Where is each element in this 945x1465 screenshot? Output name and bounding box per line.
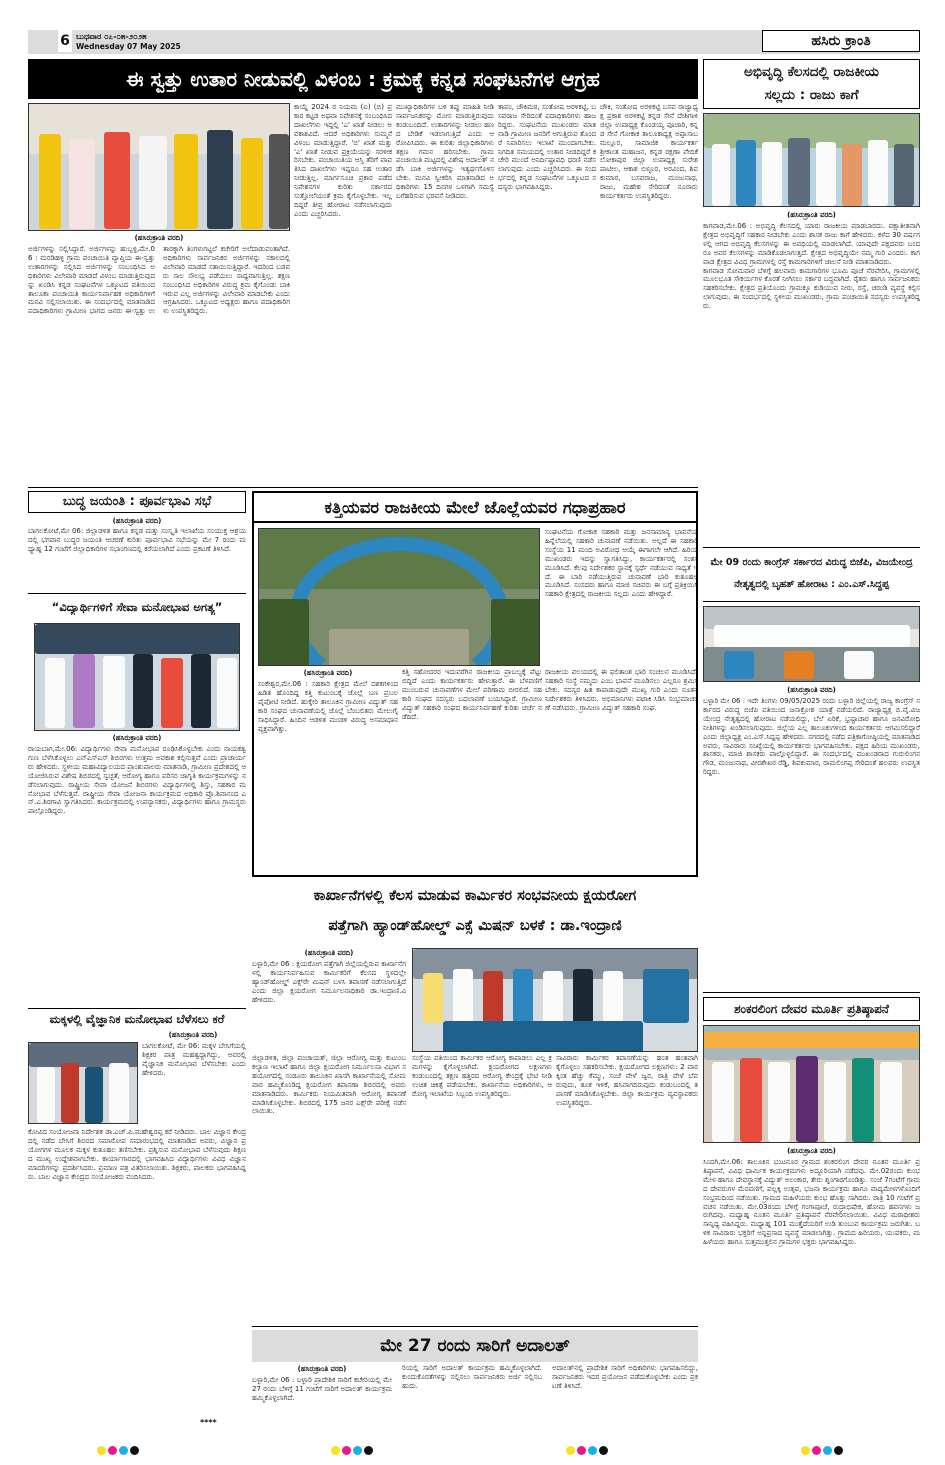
page-number: 6 xyxy=(58,30,72,52)
divider xyxy=(28,1008,246,1009)
a10-headline: ಮೇ 27 ರಂದು ಸಾರಿಗೆ ಅದಾಲತ್ xyxy=(252,1330,698,1362)
a2-body: ಕಾಗವಾಡ,ಮೇ.06 : ಅಭಿವೃದ್ಧಿ ಕೆಲಸದಲ್ಲಿ ಯಾರು ರಾಜಕೀಯ ಮಾಡಬಾರದು. ಪಕ್ಷಾತೀತವಾಗಿ ಕ್ಷೇತ್ರದ ಅಭಿವೃದ್ಧಿಗೆ ಸಹಕಾರ ನೀಡಬೇಕು ಎಂದು ಶಾಸಕ ರಾಜು ಕಾಗೆ ಹೇಳಿದರು. ಕಳೆದ 30 ವರ್ಷಗಳಲ್ಲಿ ಆಗದ ಅಭಿವೃದ್ಧಿ ಕೆಲಸಗಳನ್ನು ಈ ಅವಧಿಯಲ್ಲಿ ಮಾಡಲಾಗಿದೆ. ಯಾವುದೇ ಪಕ್ಷದವರು ಬಂದರೂ ಅವರ ಕೆಲಸಗಳನ್ನು ಮಾಡಿಕೊಡಲಾಗುತ್ತದೆ. ಕ್ಷೇತ್ರದ ಅಭಿವೃದ್ಧಿಯೇ ನಮ್ಮ ಗುರಿ ಎಂದರು. ಕಾಗವಾಡ ಕ್ಷೇತ್ರದ ವಿವಿಧ ಗ್ರಾಮಗಳಲ್ಲಿ ರಸ್ತೆ ಕಾಮಗಾರಿಗಳಿಗೆ ಚಾಲನೆ ನೀಡಿ ಮಾತನಾಡಿದರು. ಕಾಗವಾಡ ಸೋಮವಾರ ಬೆಳಿಗ್ಗೆ ಹಲವಾರು ಕಾಮಗಾರಿಗಳ ಭೂಮಿ ಪೂಜೆ ನೆರವೇರಿಸಿ, ಗ್ರಾಮಗಳಲ್ಲಿ ಮೂಲಭೂತ ಸೌಕರ್ಯಗಳ ಕೊರತೆ ನೀಗಿಸಲು ಸರ್ಕಾರ ಬದ್ಧವಾಗಿದೆ. ರೈತರು ಹಾಗೂ ಸಾರ್ವಜನಿಕರು ಸಹಕರಿಸಬೇಕು. ಕ್ಷೇತ್ರದ ಪ್ರತಿಯೊಂದು ಗ್ರಾಮಕ್ಕೂ ಕುಡಿಯುವ ನೀರು, ರಸ್ತೆ, ಚರಂಡಿ ವ್ಯವಸ್ಥೆ ಕಲ್ಪಿಸಲಾಗುವುದು. ಈ ಸಂದರ್ಭದಲ್ಲಿ ಸ್ಥಳೀಯ ಮುಖಂಡರು, ಗ್ರಾಮ ಪಂಚಾಯಿತಿ ಸದಸ್ಯರು ಉಪಸ್ಥಿತರಿದ್ದರು. xyxy=(703,222,920,311)
a7-col-b: ಸಂಸ್ಥೆಯ ವತಿಯಿಂದ ಕಾರ್ಮಿಕರ ಆರೋಗ್ಯ ಕಾಪಾಡಲು ಎಲ್ಲ ಕ್ರಮಗಳನ್ನು ಕೈಗೊಳ್ಳಲಾಗಿದೆ. ಕ್ಷಯರೋಗದ ಲಕ್ಷಣಗಳು ಕಂಡುಬಂದಲ್ಲಿ ತಕ್ಷಣ ಹತ್ತಿರದ ಆರೋಗ್ಯ ಕೇಂದ್ರಕ್ಕೆ ಭೇಟಿ ನೀಡಿ ಉಚಿತ ಚಿಕಿತ್ಸೆ ಪಡೆಯಬೇಕು. ಕಾರ್ಖಾನೆಯ ಅಧಿಕಾರಿಗಳು, ಆರೋಗ್ಯ ಇಲಾಖೆಯ ಸಿಬ್ಬಂದಿ ಉಪಸ್ಥಿತರಿದ್ದರು. xyxy=(412,1054,552,1098)
a8-headline xyxy=(703,552,920,602)
a9-photo xyxy=(703,1025,920,1143)
a3-caption: (ಹಸಿರುಕ್ರಾಂತಿ ವರದಿ) xyxy=(112,517,162,525)
a5-body-side: ಬಾಗಲಕೋಟೆ, ಮೇ 06: ಮಕ್ಕಳ ಬೇಸಿಗೆಯಲ್ಲಿ ಶಿಕ್ಷಕರ ಪಾತ್ರ ಮಹತ್ವದ್ದಾಗಿದ್ದು, ಅವರಲ್ಲಿ ವೈಜ್ಞಾನಿಕ ಮನೋಭಾವ ಬೆಳೆಸಬೇಕು ಎಂದು ಹೇಳಿದರು. xyxy=(142,1042,246,1077)
paper-name: ಹಸಿರು ಕ್ರಾಂತಿ xyxy=(762,30,920,52)
a3-headline: ಬುದ್ಧ ಜಯಂತಿ : ಪೂರ್ವಭಾವಿ ಸಭೆ xyxy=(28,491,246,513)
a3-body: ಬಾಗಲಕೋಟೆ,ಮೇ 06: ಜಿಲ್ಲಾಡಳಿತ ಹಾಗೂ ಕನ್ನಡ ಮತ್ತು ಸಂಸ್ಕೃತಿ ಇಲಾಖೆಯ ಸಂಯುಕ್ತ ಆಶ್ರಯದಲ್ಲಿ ಭಗವಾನ ಬುದ್ಧರ ಜಯಂತಿ ಆಚರಣೆ ಕುರಿತು ಪೂರ್ವಭಾವಿ ಸಭೆಯನ್ನು ಮೇ 7 ರಂದು ಮಧ್ಯಾಹ್ನ 12 ಗಂಟೆಗೆ ಜಿಲ್ಲಾಧಿಕಾರಿಗಳ ಸಭಾಂಗಣದಲ್ಲಿ ಕರೆಯಲಾಗಿದೆ ಎಂದು ಪ್ರಕಟಣೆ ತಿಳಿಸಿದೆ. xyxy=(28,527,246,553)
a6-col-c: ರಾಜಕೀಯ ವಲಯದಲ್ಲಿ ಈ ಫಲಿತಾಂಶ ಭಾರಿ ಸಂಚಲನ ಮೂಡಿಸಿದೆ. ಸಹಕಾರಿ ಸಂಸ್ಥೆ ನಮ್ಮದು ಎಂಬ ಭಾವನೆ ಮೂಡಿಸಲು ಎಲ್ಲರೂ ಶ್ರಮಿಸಬೇಕು. ಸದಸ್ಯರ ಹಿತ ಕಾಪಾಡುವುದೇ ಮುಖ್ಯ ಗುರಿ ಎಂದು ನೂತನ ನಿರ್ದೇಶಕರು ತಿಳಿಸಿದರು. ಅಭಿಮಾನಿಗಳು ಪಟಾಕಿ ಸಿಡಿಸಿ ಸಂಭ್ರಮಾಚರಣೆ ನಡೆಸಿದರು. ಗ್ರಾಮೀಣ ವಿದ್ಯುತ್ ಸಹಕಾರಿ ಸಂಘ. xyxy=(545,668,698,712)
a8-body: ಬಳ್ಳಾರಿ ಮೇ 06 : ಇದೇ ತಿಂಗಳು 09/05/2025 ರಂದು ಬಳ್ಳಾರಿ ಜಿಲ್ಲೆಯಲ್ಲಿ ರಾಜ್ಯ ಕಾಂಗ್ರೆಸ್ ಸರ್ಕಾರದ ವಿರುದ್ಧ ಬಿಜೆಪಿ ವತಿಯಿಂದ ಜನಾಕ್ರೋಶ ಯಾತ್ರೆ ನಡೆಯಲಿದೆ. ರಾಜ್ಯಾಧ್ಯಕ್ಷ ಬಿ.ವೈ.ವಿಜಯೇಂದ್ರ ನೇತೃತ್ವದಲ್ಲಿ ಹೋರಾಟ ನಡೆಯಲಿದ್ದು, ಬೆಲೆ ಏರಿಕೆ, ಭ್ರಷ್ಟಾಚಾರ ಹಾಗೂ ಜನವಿರೋಧಿ ನೀತಿಗಳನ್ನು ಖಂಡಿಸಲಾಗುವುದು. ಜಿಲ್ಲೆಯ ಎಲ್ಲ ತಾಲೂಕುಗಳಿಂದ ಕಾರ್ಯಕರ್ತರು ಆಗಮಿಸಲಿದ್ದಾರೆ ಎಂದು ಜಿಲ್ಲಾಧ್ಯಕ್ಷ ಎಂ.ಎಸ್.ಸಿದ್ದಪ್ಪ ಹೇಳಿದರು. ನಗರದಲ್ಲಿ ನಡೆದ ಪತ್ರಿಕಾಗೋಷ್ಠಿಯಲ್ಲಿ ಮಾತನಾಡಿದ ಅವರು, ಸಾವಿರಾರು ಸಂಖ್ಯೆಯಲ್ಲಿ ಕಾರ್ಯಕರ್ತರು ಭಾಗವಹಿಸಬೇಕು. ಪಕ್ಷದ ಹಿರಿಯ ಮುಖಂಡರು, ಶಾಸಕರು, ಮಾಜಿ ಶಾಸಕರು ಪಾಲ್ಗೊಳ್ಳಲಿದ್ದಾರೆ. ಈ ಸಂದರ್ಭದಲ್ಲಿ ಮುಖಂಡರಾದ ಗುರುಲಿಂಗನಗೌಡ, ಮಂಜುನಾಥ, ವೀರಶೇಖರ ರೆಡ್ಡಿ, ಶಿವಕುಮಾರ, ರಾಮಲಿಂಗಪ್ಪ ಸೇರಿದಂತೆ ಹಲವರು ಉಪಸ್ಥಿತರಿದ್ದರು. xyxy=(703,697,920,777)
a1-col2: ಮುಖ್ಯಾಧಿಕಾರಿಗಳ ಬಳಿ ತಪ್ಪು ಮಾಹಿತಿ ನೀಡಿ ಸಾರ್ವಜನಿಕರನ್ನು ಮೋಸ ಮಾಡುತ್ತಿರುವುದು ಕಂಡುಬಂದಿದೆ. ಉತಾರಗಳನ್ನು ನೀಡಲು ಹಣದ ಬೇಡಿಕೆ ಇಡಲಾಗುತ್ತಿದೆ ಎಂದು ಆರೋಪಿಸಿದರು. ಈ ಕುರಿತು ಜಿಲ್ಲಾಧಿಕಾರಿಗಳು ತಕ್ಷಣ ಗಮನ ಹರಿಸಬೇಕು. ಗ್ರಾಮ ಪಂಚಾಯಿತಿ ಮಟ್ಟದಲ್ಲಿ ವಿಶೇಷ ಅದಾಲತ್ ನಡೆಸಿ ಬಾಕಿ ಅರ್ಜಿಗಳನ್ನು ಇತ್ಯರ್ಥಗೊಳಿಸಬೇಕು. ಮನವಿ ಸ್ವೀಕರಿಸಿ ಮಾತನಾಡಿದ ಅಧಿಕಾರಿಗಳು 15 ದಿನಗಳ ಒಳಗಾಗಿ ಸಮಸ್ಯೆ ಬಗೆಹರಿಸುವ ಭರವಸೆ ನೀಡಿದರು. xyxy=(396,103,494,201)
a2-caption: (ಹಸಿರುಕ್ರಾಂತಿ ವರದಿ) xyxy=(787,211,836,219)
a1-photo xyxy=(28,103,290,231)
a2-headline-line2: ಸಲ್ಲದು : ರಾಜು ಕಾಗೆ xyxy=(764,87,859,103)
a4-photo xyxy=(34,623,240,731)
registration-marks-right xyxy=(800,1440,844,1459)
a1-col4: ಚೌಕಿ, ಸಂತೋಷ ಅರಳಿಕಟ್ಟಿ ಬಸವ ರಾಜ್ಯಾಧ್ಯಕ್ಷ ಪ್ರಕಾಶ ಅರಳಿಕಟ್ಟಿ ಕನ್ನಡ ಸೇನೆ ದೇಶಿಗಾಳಿ ಜಿಲ್ಲಾ ಉಪಾಧ್ಯಕ್ಷ ಕೊಂಡಯ್ಯ ಪೂಜಾರಿ, ಕನ್ನಡ ಸೇನೆ ಗೋಕಾಕ ತಾಲೂಕಾಧ್ಯಕ್ಷ ಅಪ್ಪಾಸಾಬ ಮಲ್ಲೂರ, ಸಾಮಾಜಿಕ ಕಾರ್ಯಕರ್ತ ಶ್ರೀಕಾಂತ ಮಹಾಜನ, ಕನ್ನಡ ರಕ್ಷಣಾ ವೇದಿಕೆ ಲೋಕಾಪುರ ಜಿಲ್ಲಾ ಉಪಾಧ್ಯಕ್ಷ ಸುರೇಶ ಪಾಟೀಲ, ಆಕಾಶ ಬಿಳ್ಳೂರ, ಅರವಿಂದ, ಶಿವಕುಮಾರ, ಬಸವರಾಜ, ಮಂಜುನಾಥ, ರಾಜು, ಮಹೇಶ ಸೇರಿದಂತೆ ನೂರಾರು ಕಾರ್ಯಕರ್ತರು ಉಪಸ್ಥಿತರಿದ್ದರು. xyxy=(600,103,698,201)
a10-caption: (ಹಸಿರುಕ್ರಾಂತಿ ವರದಿ) xyxy=(297,1365,347,1373)
a8-photo xyxy=(703,606,920,682)
a8-headline-line1: ಮೇ 09 ರಂದು ಕಾಂಗ್ರೆಸ್ ಸರ್ಕಾರದ ವಿರುದ್ಧ ಬಿಜೆಪಿ, ವಿಜಯೇಂದ್ರ xyxy=(710,557,913,568)
a9-caption: (ಹಸಿರುಕ್ರಾಂತಿ ವರದಿ) xyxy=(787,1147,836,1155)
a7-headline-line2: ಪತ್ತೆಗಾಗಿ ಹ್ಯಾಂಡ್‌ಹೋಲ್ಡ್ ಎಕ್ಸೆ ಮಿಷನ್ ಬಳಕೆ : ಡಾ.ಇಂದ್ರಾಣಿ xyxy=(328,918,622,934)
a8-caption: (ಹಸಿರುಕ್ರಾಂತಿ ವರದಿ) xyxy=(787,686,836,694)
a2-headline xyxy=(703,59,920,109)
a7-headline-line1: ಕಾರ್ಖಾನೆಗಳಲ್ಲಿ ಕೆಲಸ ಮಾಡುವ ಕಾರ್ಮಿಕರ ಸಂಭವನೀಯ ಕ್ಷಯರೋಗ xyxy=(313,888,637,904)
a9-headline: ಶಂಕರಲಿಂಗ ದೇವರ ಮೂರ್ತಿ ಪ್ರತಿಷ್ಠಾಪನೆ xyxy=(703,997,920,1021)
a9-body: ಸಿಂದಗಿ,ಮೇ.06: ತಾಲೂಕಿನ ಭಂಟನೂರ ಗ್ರಾಮದ ಶಂಕರಲಿಂಗ ದೇವರ ನೂತನ ಮೂರ್ತಿ ಪ್ರತಿಷ್ಠಾಪನೆ, ವಿವಿಧ ಧಾರ್ಮಿಕ ಕಾರ್ಯಕ್ರಮಗಳು ಅದ್ದೂರಿಯಾಗಿ ನಡೆದವು. ಮೇ.02ರಂದು ಕುಂಭಮೇಳ ಹಾಗೂ ದೇವಸ್ಥಾನಕ್ಕೆ ವಿದ್ಯುತ್ ಅಲಂಕಾರ, ತೇರು ಶೃಂಗಾರಗೊಂಡಿತ್ತು. ಸಂಜೆ 7ಗಂಟೆಗೆ ಗ್ರಾಮದ ದೇವರುಗಳ ಮೆರವಣಿಗೆ, ಪಲ್ಲಕ್ಕಿ ಉತ್ಸವ, ಭಜನಾ ಕಾರ್ಯಕ್ರಮ ಹಾಗೂ ವಾದ್ಯಮೇಳಗಳೊಂದಿಗೆ ಸಂಭ್ರಮದಿಂದ ನಡೆಯಿತು. ಗ್ರಾಮದ ಮಹಿಳೆಯರು ಕುಂಭ ಹೊತ್ತು ಸಾಗಿದರು. ರಾತ್ರಿ 10 ಗಂಟೆಗೆ ಪ್ರವಚನ ನಡೆಯಿತು. ಮೇ.03ರಂದು ಬೆಳಿಗ್ಗೆ ಗಂಗಾಪೂಜೆ, ರುದ್ರಾಭಿಷೇಕ, ಹೋಮ ಹವನಗಳು ಜರುಗಿದವು. ಮಧ್ಯಾಹ್ನ ನೂತನ ಮೂರ್ತಿ ಪ್ರತಿಷ್ಠಾಪನೆ ನೆರವೇರಿಸಲಾಯಿತು. ವಿವಿಧ ಮಠಾಧೀಶರು ಸಾನ್ನಿಧ್ಯ ವಹಿಸಿದ್ದರು. ಮಧ್ಯಾಹ್ನ 101 ಮುತ್ತೈದೆಯರಿಗೆ ಉಡಿ ತುಂಬುವ ಕಾರ್ಯಕ್ರಮ ಜರುಗಿತು. ಬಳಿಕ ಸಾವಿರಾರು ಭಕ್ತರಿಗೆ ಅನ್ನಪ್ರಸಾದ ವ್ಯವಸ್ಥೆ ಮಾಡಲಾಗಿತ್ತು. ಗ್ರಾಮದ ಹಿರಿಯರು, ಯುವಕರು, ಮಹಿಳೆಯರು ಹಾಗೂ ಸುತ್ತಮುತ್ತಲಿನ ಗ್ರಾಮಗಳ ಭಕ್ತರು ಭಾಗವಹಿಸಿದ್ದರು. xyxy=(703,1158,920,1247)
a1-headline: ಈ ಸ್ವತ್ತು ಉತಾರ ನೀಡುವಲ್ಲಿ ವಿಳಂಬ : ಕ್ರಮಕ್ಕೆ ಕನ್ನಡ ಸಂಘಟನೆಗಳ ಆಗ್ರಹ xyxy=(28,59,698,99)
a5-caption: (ಹಸಿರುಕ್ರಾಂತಿ ವರದಿ) xyxy=(168,1031,218,1039)
registration-marks-left xyxy=(96,1440,140,1459)
divider xyxy=(703,992,920,993)
divider xyxy=(252,1326,698,1327)
a4-body: ರಾಯಬಾಗ,ಮೇ.06: ವಿದ್ಯಾರ್ಥಿಗಳು ಸೇವಾ ಮನೋಭಾವ ರೂಢಿಸಿಕೊಳ್ಳಬೇಕು ಎಂದು ನಾಯಕತ್ವ ಗುಣ ಬೆಳೆಸಿಕೊಳ್ಳಲು ಎನ್‌ಎಸ್‌ಎಸ್ ಶಿಬಿರಗಳು ಉತ್ತಮ ಅವಕಾಶ ಕಲ್ಪಿಸುತ್ತವೆ ಎಂದು ಪ್ರಾಚಾರ್ಯರು ಹೇಳಿದರು. ಸ್ಥಳೀಯ ಮಹಾವಿದ್ಯಾಲಯದ ಪ್ರಾಂಶುಪಾಲರು ಮಾತನಾಡಿ, ಗ್ರಾಮೀಣ ಪ್ರದೇಶದಲ್ಲಿ ಆಯೋಜಿಸಿರುವ ವಿಶೇಷ ಶಿಬಿರದಲ್ಲಿ ಸ್ವಚ್ಛತೆ, ಆರೋಗ್ಯ ಹಾಗೂ ಪರಿಸರ ಜಾಗೃತಿ ಕಾರ್ಯಕ್ರಮಗಳನ್ನು ನಡೆಸಲಾಗುವುದು. ರಾಷ್ಟ್ರೀಯ ಸೇವಾ ಯೋಜನೆ ಶಿಬಿರಗಳು ವಿದ್ಯಾರ್ಥಿಗಳಲ್ಲಿ ಶಿಸ್ತು, ಸಹಕಾರ ಮನೋಭಾವ ಬೆಳೆಸುತ್ತವೆ. ರಾಷ್ಟ್ರೀಯ ಸೇವಾ ಯೋಜನಾ ಕಾರ್ಯಕ್ರಮದ ಅಧಿಕಾರಿ ಪ್ರೊ.ಶಿವಾನಂದ ಎನ್.ಎ.ಶಿರಗಾವಿ ಸ್ವಾಗತಿಸಿದರು. ಕಾರ್ಯಕ್ರಮದಲ್ಲಿ ಉಪನ್ಯಾಸಕರು, ವಿದ್ಯಾರ್ಥಿಗಳು ಹಾಗೂ ಗ್ರಾಮಸ್ಥರು ಪಾಲ್ಗೊಂಡಿದ್ದರು. xyxy=(28,745,246,816)
divider xyxy=(28,487,698,488)
a4-caption: (ಹಸಿರುಕ್ರಾಂತಿ ವರದಿ) xyxy=(112,734,162,742)
a5-body: ಕೋವಿದ ಸಂಯೋಜನಾ ನಿರ್ದೇಶಕ ಡಾ.ಎಚ್.ಪಿ.ಮಹೇಶ್ವರಪ್ಪ ಕರೆ ನೀಡಿದರು. ಬಾಲ ವಿಜ್ಞಾನ ಕೇಂದ್ರದಲ್ಲಿ ನಡೆದ ಬೇಸಿಗೆ ಶಿಬಿರದ ಸಮಾರೋಪ ಸಮಾರಂಭದಲ್ಲಿ ಮಾತನಾಡಿದ ಅವರು, ವಿಜ್ಞಾನ ಪ್ರಯೋಗಗಳ ಮೂಲಕ ಮಕ್ಕಳ ಕುತೂಹಲ ತಣಿಸಬೇಕು. ಪ್ರಶ್ನಿಸುವ ಮನೋಭಾವ ಬೆಳೆಸುವುದು ಶಿಕ್ಷಣದ ಮುಖ್ಯ ಉದ್ದೇಶವಾಗಬೇಕು. ಕಾರ್ಯಾಗಾರದಲ್ಲಿ ಭಾಗವಹಿಸಿದ ವಿದ್ಯಾರ್ಥಿಗಳು ವಿವಿಧ ವಿಜ್ಞಾನ ಮಾದರಿಗಳನ್ನು ಪ್ರದರ್ಶಿಸಿದರು. ಪ್ರಮಾಣ ಪತ್ರ ವಿತರಿಸಲಾಯಿತು. ಶಿಕ್ಷಕರು, ಪಾಲಕರು ಭಾಗವಹಿಸಿದ್ದರು. ಬಾಲ ವಿಜ್ಞಾನ ಕೇಂದ್ರದ ಸಂಯೋಜಕರು ವಂದಿಸಿದರು. xyxy=(28,1128,246,1181)
a6-col-right: ಸಂಘಟನೆಯ ಗೋಕಾಕ ಸಹಕಾರಿ ಮತ್ತು ಜನಸಾಮಾನ್ಯ ಭಾವನೆಯ ಹಿನ್ನೆಲೆಯಲ್ಲಿ ಸಹಕಾರಿ ಚುನಾವಣೆ ನಡೆಯಿತು. ಅಲ್ಲದೆ ಈ ಸಹಕಾರಿ ಸಂಸ್ಥೆಯ 11 ಮಂದಿ ಅವಿರೋಧ ಆಯ್ಕೆ ಈಗಾಗಲೇ ಆಗಿದೆ. ಹಿರಿಯ ಮುಖಂಡರು ಇದನ್ನು ಸ್ವಾಗತಿಸಿದ್ದು, ಕಾರ್ಯಕರ್ತರಲ್ಲಿ ಸಂತಸ ಮೂಡಿಸಿದೆ. ಕೆಲವು ನಿರ್ದೇಶಕರ ಸ್ಥಾನಕ್ಕೆ ಸ್ಪರ್ಧೆ ನಡೆಯುವ ಸಾಧ್ಯತೆ ಇದೆ. ಈ ಬಾರಿ ನಡೆಯುತ್ತಿರುವ ಚುನಾವಣೆ ಭಾರಿ ಕುತೂಹಲ ಮೂಡಿಸಿದೆ. ಸಂಸದರು ಹಾಗೂ ಮಾಜಿ ಸಚಿವರು ಈ ಬಗ್ಗೆ ಪ್ರತಿಕ್ರಿಯಿಸಿ ಸಹಕಾರಿ ಕ್ಷೇತ್ರದಲ್ಲಿ ರಾಜಕೀಯ ಸಲ್ಲದು ಎಂದು ಹೇಳಿದ್ದಾರೆ. xyxy=(545,528,698,599)
a5-photo xyxy=(28,1042,138,1124)
a6-caption: (ಹಸಿರುಕ್ರಾಂತಿ ವರದಿ) xyxy=(303,669,353,677)
a6-border xyxy=(252,491,698,877)
divider xyxy=(703,547,920,548)
a1-caption: (ಹಸಿರುಕ್ರಾಂತಿ ವರದಿ) xyxy=(134,234,184,242)
a4-headline: “ವಿದ್ಯಾರ್ಥಿಗಳಿಗೆ ಸೇವಾ ಮನೋಭಾವ ಅಗತ್ಯ” xyxy=(51,600,223,614)
a7-col-side: ಬಳ್ಳಾರಿ,ಮೇ 06 : ಕ್ಷಯರೋಗ ಪತ್ತೆಗಾಗಿ ಜಿಲ್ಲೆಯಲ್ಲಿರುವ ಕಾರ್ಖಾನೆಗಳಲ್ಲಿ ಕಾರ್ಯನಿರ್ವಹಿಸುವ ಕಾರ್ಮಿಕರಿಗೆ ಕೆಲಸದ ಸ್ಥಳದಲ್ಲೇ ಹ್ಯಾಂಡ್‌ಹೋಲ್ಡ್ ಎಕ್ಸ್‌ರೇ ಮಿಷನ್ ಬಳಸಿ ತಪಾಸಣೆ ನಡೆಸಲಾಗುತ್ತಿದೆ ಎಂದು ಜಿಲ್ಲಾ ಕ್ಷಯರೋಗ ನಿರ್ಮೂಲನಾಧಿಕಾರಿ ಡಾ.ಇಂದ್ರಾಣಿ.ವಿ ಹೇಳಿದರು. xyxy=(252,960,406,1004)
a7-col-c: ಸಾವಿರಾರು ಕಾರ್ಮಿಕರ ತಪಾಸಣೆಯನ್ನು ಹಂತ ಹಂತವಾಗಿ ಕೈಗೊಳ್ಳಲು ಸಹಕರಿಸಬೇಕು. ಕ್ಷಯರೋಗದ ಲಕ್ಷಣಗಳು: 2 ವಾರಕ್ಕಿಂತ ಹೆಚ್ಚು ಕೆಮ್ಮು, ಸಂಜೆ ವೇಳೆ ಜ್ವರ, ರಾತ್ರಿ ವೇಳೆ ಬೆವರುವುದು, ತೂಕ ಇಳಿಕೆ, ಹಸಿವಾಗದಿರುವುದು ಕಂಡುಬಂದಲ್ಲಿ ತಪಾಸಣೆ ಮಾಡಿಸಿಕೊಳ್ಳಬೇಕು. ಜಿಲ್ಲಾ ಕಾರ್ಯಕ್ರಮ ವ್ಯವಸ್ಥಾಪಕರು ಉಪಸ್ಥಿತರಿದ್ದರು. xyxy=(556,1054,698,1107)
a10-col-c: ಅದಾಲತ್‌ನಲ್ಲಿ ಪ್ರಾದೇಶಿಕ ಸಾರಿಗೆ ಅಧಿಕಾರಿಗಳು ಭಾಗವಹಿಸಲಿದ್ದು, ಸಾರ್ವಜನಿಕರು ಇದರ ಪ್ರಯೋಜನ ಪಡೆದುಕೊಳ್ಳಬೇಕು ಎಂದು ಪ್ರಕಟಣೆ ತಿಳಿಸಿದೆ. xyxy=(552,1364,698,1390)
registration-marks-center-left xyxy=(330,1440,374,1459)
registration-marks-center-right xyxy=(565,1440,609,1459)
a10-col-a: ಬಳ್ಳಾರಿ,ಮೇ 06 : ಬಳ್ಳಾರಿ ಪ್ರಾದೇಶಿಕ ಸಾರಿಗೆ ಕಚೇರಿಯಲ್ಲಿ ಮೇ 27 ರಂದು ಬೆಳಿಗ್ಗೆ 11 ಗಂಟೆಗೆ ಸಾರಿಗೆ ಅದಾಲತ್ ಕಾರ್ಯಕ್ರಮ ಹಮ್ಮಿಕೊಳ್ಳಲಾಗಿದೆ. xyxy=(252,1376,392,1402)
a1-col0: ಅರ್ಜಿಗಳನ್ನು ಸಲ್ಲಿಸಿದ್ದಾರೆ. ಅರ್ಜಿಗಳನ್ನು ಹುಬ್ಬಳ್ಳಿ,ಮೇ.06 : ಮರಡಿಹಳ್ಳಿ ಗ್ರಾಮ ಪಂಚಾಯಿತಿ ವ್ಯಾಪ್ತಿಯ ಈ-ಸ್ವತ್ತು ಉತಾರಗಳನ್ನು ಸಲ್ಲಿಸಿದ ಅರ್ಜಿಗಳನ್ನು ಸಂಬಂಧಿಸಿದ ಅಧಿಕಾರಿಗಳು ವಿಲೇವಾರಿ ಮಾಡದೆ ವಿಳಂಬ ಮಾಡುತ್ತಿರುವುದನ್ನು ಖಂಡಿಸಿ ಕನ್ನಡ ಸಂಘಟನೆಗಳ ಒಕ್ಕೂಟದ ವತಿಯಿಂದ ತಾಲೂಕಾ ಪಂಚಾಯತಿ ಕಾರ್ಯನಿರ್ವಾಹಕ ಅಧಿಕಾರಿಗಳಿಗೆ ಮನವಿ ಸಲ್ಲಿಸಲಾಯಿತು. ಈ ಸಂದರ್ಭದಲ್ಲಿ ಮಾತನಾಡಿದ ಪದಾಧಿಕಾರಿಗಳು ಗ್ರಾಮೀಣ ಭಾಗದ ಜನರು ಈ-ಸ್ವತ್ತು ಉತಾರಕ್ಕಾಗಿ ತಿಂಗಳುಗಟ್ಟಲೆ ಕಚೇರಿಗೆ ಅಲೆದಾಡುವಂತಾಗಿದೆ. ಅಧಿಕಾರಿಗಳು ಸಾರ್ವಜನಿಕರ ಅರ್ಜಿಗಳನ್ನು ಸಕಾಲದಲ್ಲಿ ವಿಲೇವಾರಿ ಮಾಡದೆ ಸತಾಯಿಸುತ್ತಿದ್ದಾರೆ. ಇದರಿಂದ ಬಡವರು ಸಾಲ ಸೌಲಭ್ಯ ಪಡೆಯಲು ಸಾಧ್ಯವಾಗುತ್ತಿಲ್ಲ. ತಕ್ಷಣ ಸಂಬಂಧಿಸಿದ ಅಧಿಕಾರಿಗಳ ವಿರುದ್ಧ ಕ್ರಮ ಕೈಗೊಂಡು ಬಾಕಿ ಇರುವ ಎಲ್ಲ ಅರ್ಜಿಗಳನ್ನು ವಿಲೇವಾರಿ ಮಾಡಬೇಕು ಎಂದು ಆಗ್ರಹಿಸಿದರು. ಒಕ್ಕೂಟದ ಅಧ್ಯಕ್ಷರು ಹಾಗೂ ಪದಾಧಿಕಾರಿಗಳು ಉಪಸ್ಥಿತರಿದ್ದರು. xyxy=(28,245,290,316)
date-english: Wednesday 07 May 2025 xyxy=(76,42,181,51)
a7-photo xyxy=(412,948,698,1052)
a5-headline: ಮಕ್ಕಳಲ್ಲಿ ವೈಜ್ಞಾನಿಕ ಮನೋಭಾವ ಬೆಳೆಸಲು ಕರೆ xyxy=(49,1012,225,1026)
a6-col-a: ಸಂಕೇಶ್ವರ,ಮೇ.06 : ಸಹಕಾರಿ ಕ್ಷೇತ್ರದ ಮೇಲೆ ದಶಕಗಳಿಂದ ಹಿಡಿತ ಹೊಂದಿದ್ದ ಕತ್ತಿ ಕುಟುಂಬಕ್ಕೆ ಜೊಲ್ಲೆ ಬಣ ಪ್ರಬಲ ಪೈಪೋಟಿ ನೀಡಿದೆ. ಹುಕ್ಕೇರಿ ತಾಲೂಕಿನ ಗ್ರಾಮೀಣ ವಿದ್ಯುತ್ ಸಹಕಾರಿ ಸಂಘದ ಚುನಾವಣೆಯಲ್ಲಿ ಜೊಲ್ಲೆ ಬೆಂಬಲಿತರು ಮೇಲುಗೈ ಸಾಧಿಸಿದ್ದಾರೆ. ಹಿಂದಿನ ಆಡಳಿತ ಮಂಡಳಿ ವಿರುದ್ಧ ಅಸಮಾಧಾನ ವ್ಯಕ್ತವಾಗಿತ್ತು. xyxy=(258,680,398,733)
a7-headline xyxy=(252,881,698,945)
end-mark: **** xyxy=(200,1418,217,1427)
a7-caption: (ಹಸಿರುಕ್ರಾಂತಿ ವರದಿ) xyxy=(304,949,354,957)
a2-photo xyxy=(703,113,920,207)
a2-headline-line1: ಅಭಿವೃದ್ಧಿ ಕೆಲಸದಲ್ಲಿ ರಾಜಕೀಯ xyxy=(744,64,879,80)
date-kannada: ಬುಧವಾರ ೦೭-೦೫-೨೦೨೫ xyxy=(76,32,147,41)
a7-col-a: ಜಿಲ್ಲಾಡಳಿತ, ಜಿಲ್ಲಾ ಪಂಚಾಯತ್, ಜಿಲ್ಲಾ ಆರೋಗ್ಯ ಮತ್ತು ಕುಟುಂಬ ಕಲ್ಯಾಣ ಇಲಾಖೆ ಹಾಗೂ ಜಿಲ್ಲಾ ಕ್ಷಯರೋಗ ನಿರ್ಮೂಲನಾ ವಿಭಾಗ ಸಹಯೋಗದಲ್ಲಿ ಸಂಡೂರು ತಾಲೂಕಿನ ಖಾಸಗಿ ಕಾರ್ಖಾನೆಯಲ್ಲಿ ಸೋಮವಾರ ಹಮ್ಮಿಕೊಂಡಿದ್ದ ಕ್ಷಯರೋಗ ತಪಾಸಣಾ ಶಿಬಿರದಲ್ಲಿ ಅವರು ಮಾತನಾಡಿದರು. ಕಾರ್ಮಿಕರು ನಿಯಮಿತವಾಗಿ ಆರೋಗ್ಯ ತಪಾಸಣೆ ಮಾಡಿಸಿಕೊಳ್ಳಬೇಕು. ಶಿಬಿರದಲ್ಲಿ 175 ಜನರ ಎಕ್ಸ್‌ರೇ ಪರೀಕ್ಷೆ ನಡೆಸಲಾಯಿತು. xyxy=(252,1054,406,1116)
a1-col1: ಕಾಯ್ದೆ 2024 ರ ನಿಯಮ (ಐ) (ಬಿ) ಪ್ರಕಾರ ಕಟ್ಟಡ ಅಥವಾ ನಿವೇಶನಕ್ಕೆ ಸಂಬಂಧಿಸಿದ ದಾಖಲೆಗಳು ಇದ್ದಲ್ಲಿ 'ಎ' ಖಾತೆ ನೀಡಲು ಅವಕಾಶವಿದೆ. ಆದರೆ ಅಧಿಕಾರಿಗಳು ಸುಮ್ಮನೆ ವಿಳಂಬ ಮಾಡುತ್ತಿದ್ದಾರೆ. 'ಬಿ' ಖಾತೆ ಮತ್ತು 'ಎ' ಖಾತೆ ನೀಡುವ ಪ್ರಕ್ರಿಯೆಯನ್ನು ಸರಳೀಕರಿಸಬೇಕು. ಪಂಚಾಯಿತಿಯ ಆಸ್ತಿ ತೆರಿಗೆ ಪಾವತಿಸಿದ ದಾಖಲೆಗಳು ಇದ್ದರೂ ಸಹ ಉತಾರ ನೀಡುತ್ತಿಲ್ಲ. ಮಾರ್ಗಸೂಚಿ ಪ್ರಕಾರ ಪಡೆದ ನಿವೇಶನಗಳ ಕುರಿತು ಸರ್ಕಾರದ ಸುತ್ತೋಲೆಯಂತೆ ಕ್ರಮ ಕೈಗೊಳ್ಳಬೇಕು. ಇಲ್ಲದಿದ್ದರೆ ತೀವ್ರ ಹೋರಾಟ ನಡೆಸಲಾಗುವುದು ಎಂದು ಎಚ್ಚರಿಸಿದರು. xyxy=(294,103,392,218)
a8-headline-line2: ನೇತೃತ್ವದಲ್ಲಿ ಬೃಹತ್ ಹೋರಾಟ : ಎಂ.ಎಸ್.ಸಿದ್ದಪ್ಪ xyxy=(734,579,889,590)
a1-col3: ತಾಪಂ, ಚೌಕಿಮಠ, ಸಂತೋಷ ಅರಳಿಕಟ್ಟಿ, ಬಸವರಾಜ ಸೇರಿದಂತೆ ಪದಾಧಿಕಾರಿಗಳು ಹಾಜರಿದ್ದರು. ಸಂಘಟನೆಯ ಮುಖಂಡರು ಮಾತನಾಡಿ ಗ್ರಾಮೀಣ ಜನರಿಗೆ ಆಗುತ್ತಿರುವ ತೊಂದರೆ ನಿವಾರಿಸಲು ಇಲಾಖೆ ಮುಂದಾಗಬೇಕು. ನಿಗದಿತ ಸಮಯದಲ್ಲಿ ಉತಾರ ನೀಡದಿದ್ದರೆ ಕಚೇರಿ ಮುಂದೆ ಅನಿರ್ದಿಷ್ಟಾವಧಿ ಧರಣಿ ನಡೆಸಲಾಗುವುದು ಎಂದು ಎಚ್ಚರಿಸಿದರು. ಈ ಸಂದರ್ಭದಲ್ಲಿ ಕನ್ನಡ ಸಂಘಟನೆಗಳ ಒಕ್ಕೂಟದ ಸದಸ್ಯರು ಭಾಗವಹಿಸಿದ್ದರು. xyxy=(498,103,596,192)
a10-col-b: ರಿಯಲ್ಲಿ ಸಾರಿಗೆ ಅದಾಲತ್ ಕಾರ್ಯಕ್ರಮ ಹಮ್ಮಿಕೊಳ್ಳಲಾಗಿದೆ. ಕುಂದುಕೊರತೆಗಳನ್ನು ಸಲ್ಲಿಸಲು ಸಾರ್ವಜನಿಕರು ಅರ್ಜಿ ಸಲ್ಲಿಸಬಹುದು. xyxy=(402,1364,542,1390)
a6-col-b: ಕತ್ತಿ ಸಹೋದರರ ಇದುವರೆಗಿನ ರಾಜಕೀಯ ಪ್ರಾಬಲ್ಯಕ್ಕೆ ಪೆಟ್ಟು ಬಿದ್ದಿದೆ ಎಂದು ಕಾರ್ಯಕರ್ತರು ಹೇಳುತ್ತಾರೆ. ಈ ಬೆಳವಣಿಗೆ ಮುಂಬರುವ ಚುನಾವಣೆಗಳ ಮೇಲೆ ಪರಿಣಾಮ ಬೀರಲಿದೆ. ಸಹಕಾರಿ ಸಂಘದ ಸದಸ್ಯರು ಬದಲಾವಣೆ ಬಯಸಿದ್ದಾರೆ. ಗ್ರಾಮೀಣ ವಿದ್ಯುತ್ ಸಹಕಾರಿ ಸಂಘದ ಕಾರ್ಯನಿರ್ವಹಣೆ ಕುರಿತು ಚರ್ಚೆ ನಡೆದಿದೆ. xyxy=(402,668,542,721)
divider xyxy=(28,593,246,594)
a6-headline: ಕತ್ತಿಯವರ ರಾಜಕೀಯ ಮೇಲೆ ಜೊಲ್ಲೆಯವರ ಗಧಾಪ್ರಹಾರ xyxy=(252,491,698,523)
